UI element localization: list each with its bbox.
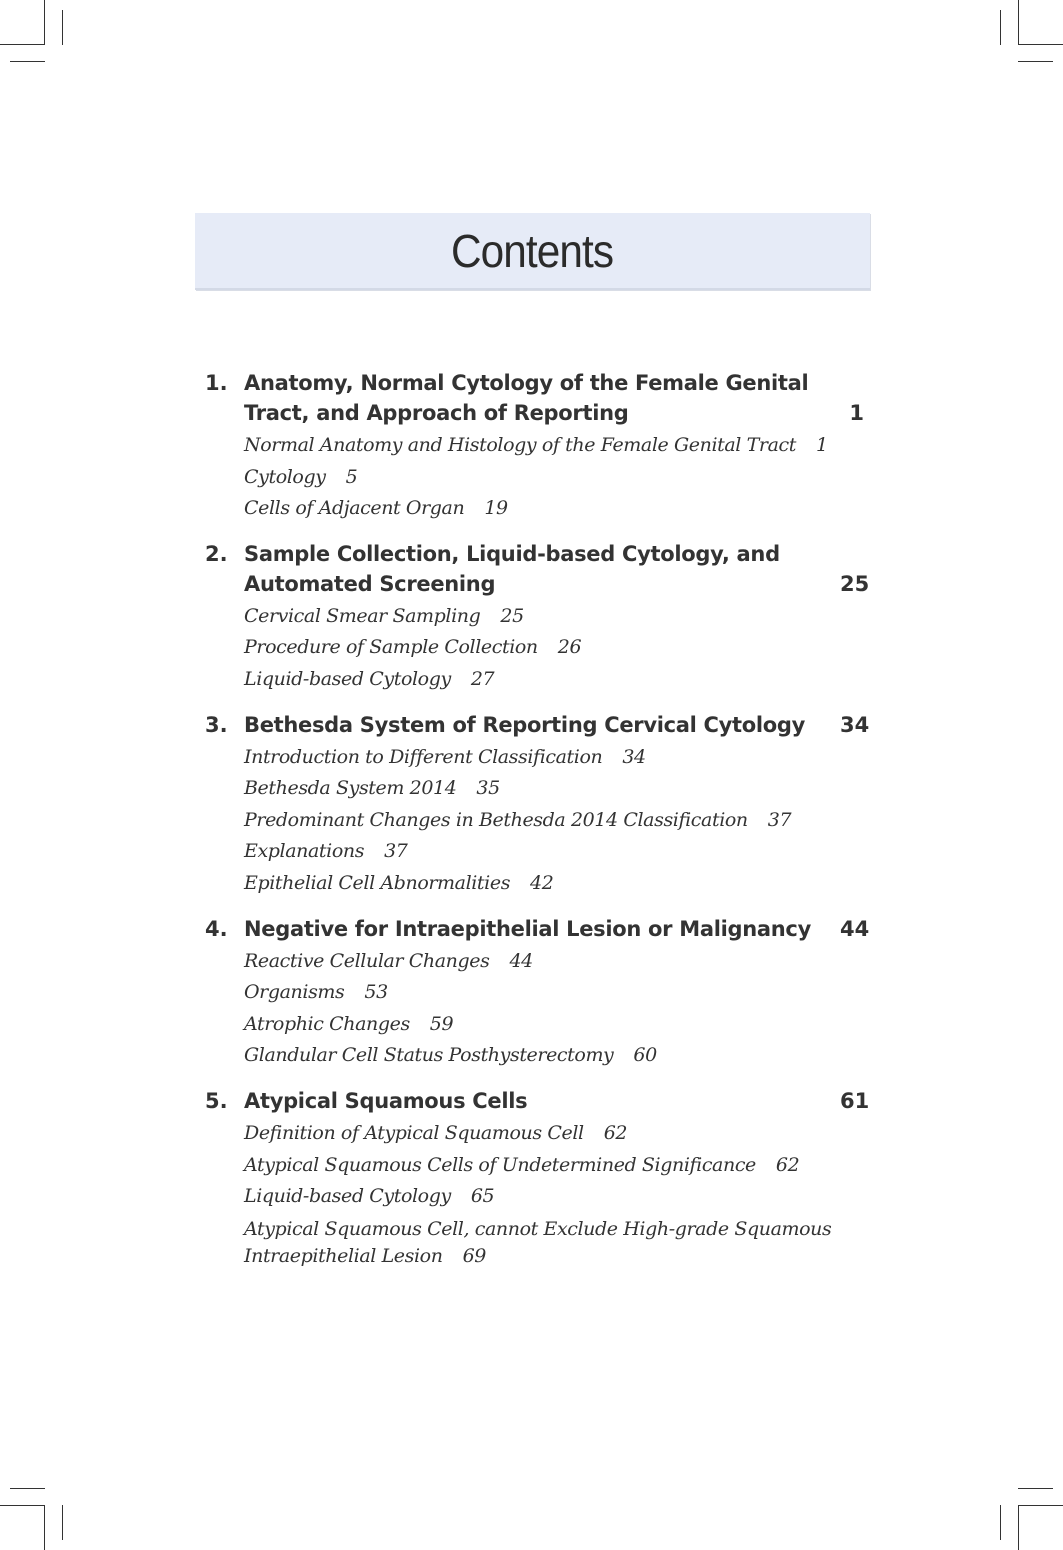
section-title: Explanations	[244, 840, 365, 863]
section-title: Definition of Atypical Squamous Cell	[244, 1121, 584, 1144]
section-title: Introduction to Different Classification	[244, 745, 603, 768]
section-entry[interactable]	[244, 601, 870, 633]
crop-mark	[1000, 10, 1001, 45]
crop-mark	[44, 0, 45, 45]
section-entry[interactable]	[244, 1009, 870, 1041]
chapter-title: Negative for Intraepithelial Lesion or Malignancy	[244, 916, 811, 941]
crop-mark	[1018, 1488, 1053, 1489]
section-title: Liquid-based Cytology	[244, 1185, 451, 1208]
section-title: Predominant Changes in Bethesda 2014 Classification	[244, 808, 748, 831]
section-entry[interactable]	[244, 868, 870, 900]
section-title: Reactive Cellular Changes	[244, 949, 490, 972]
crop-mark	[1018, 61, 1053, 62]
section-list	[244, 1118, 870, 1270]
section-title: Cytology	[244, 465, 326, 488]
chapter-title: Bethesda System of Reporting Cervical Cytology	[244, 712, 806, 737]
section-entry[interactable]	[244, 1181, 870, 1213]
chapter-heading[interactable]	[205, 368, 870, 428]
chapter-title: Sample Collection, Liquid-based Cytology, and Automated Screening	[244, 541, 780, 596]
section-entry[interactable]	[244, 430, 870, 462]
chapter-page-number: 61	[840, 1088, 870, 1113]
crop-mark	[0, 1505, 45, 1506]
page-title: Contents	[451, 224, 614, 277]
section-page-number: 37	[384, 840, 408, 863]
chapter-entry	[205, 539, 870, 696]
section-entry[interactable]	[244, 1150, 870, 1182]
section-entry[interactable]	[244, 946, 870, 978]
section-page-number: 26	[557, 636, 582, 659]
crop-mark	[62, 1505, 63, 1540]
crop-mark	[10, 61, 45, 62]
chapter-entry	[205, 368, 870, 525]
section-page-number: 60	[633, 1044, 657, 1067]
section-list	[244, 742, 870, 900]
section-entry[interactable]	[244, 1040, 870, 1072]
chapter-page-number: 44	[840, 916, 870, 941]
section-page-number: 44	[509, 949, 533, 972]
section-page-number: 35	[476, 777, 500, 800]
section-page-number: 19	[484, 497, 508, 520]
crop-mark	[1018, 1505, 1019, 1550]
chapter-number: 4.	[205, 916, 228, 941]
section-entry[interactable]	[244, 1213, 844, 1270]
crop-mark	[1018, 1505, 1063, 1506]
chapter-number: 3.	[205, 712, 228, 737]
section-title: Cervical Smear Sampling	[244, 604, 481, 627]
chapter-heading[interactable]	[205, 914, 870, 944]
section-page-number: 62	[603, 1121, 628, 1144]
section-title: Atypical Squamous Cell, cannot Exclude High-grade Squamous Intraepithelial Lesion	[244, 1217, 832, 1267]
section-page-number: 27	[470, 667, 495, 690]
section-entry[interactable]	[244, 493, 870, 525]
section-title: Epithelial Cell Abnormalities	[244, 871, 511, 894]
section-title: Atrophic Changes	[244, 1012, 410, 1035]
section-page-number: 69	[462, 1244, 486, 1267]
chapter-page-number: 25	[840, 571, 870, 596]
chapter-heading[interactable]	[205, 539, 870, 599]
crop-mark	[0, 44, 45, 45]
chapter-number: 5.	[205, 1088, 228, 1113]
crop-mark	[1018, 0, 1019, 45]
section-entry[interactable]	[244, 632, 870, 664]
crop-mark	[1018, 44, 1063, 45]
section-entry[interactable]	[244, 836, 870, 868]
section-entry[interactable]	[244, 977, 870, 1009]
section-title: Glandular Cell Status Posthysterectomy	[244, 1044, 614, 1067]
section-entry[interactable]	[244, 742, 870, 774]
section-page-number: 5	[345, 465, 358, 488]
section-page-number: 34	[622, 745, 646, 768]
crop-mark	[44, 1505, 45, 1550]
section-title: Organisms	[244, 981, 345, 1004]
chapter-number: 2.	[205, 541, 228, 566]
section-title: Normal Anatomy and Histology of the Female Genital Tract	[244, 434, 796, 456]
chapter-entry	[205, 914, 870, 1072]
section-title: Cells of Adjacent Organ	[244, 497, 465, 520]
chapter-heading[interactable]	[205, 710, 870, 740]
section-title: Liquid-based Cytology	[244, 667, 451, 690]
chapter-number: 1.	[205, 371, 228, 395]
section-page-number: 37	[767, 808, 792, 831]
section-title: Bethesda System 2014	[244, 777, 457, 800]
crop-mark	[10, 1488, 45, 1489]
table-of-contents	[205, 368, 870, 1284]
section-page-number: 25	[500, 604, 524, 627]
chapter-title: Atypical Squamous Cells	[244, 1088, 528, 1113]
section-list	[244, 601, 870, 696]
section-entry[interactable]	[244, 1118, 870, 1150]
section-page-number: 1	[815, 434, 828, 456]
section-page-number: 53	[364, 981, 388, 1004]
chapter-title: Anatomy, Normal Cytology of the Female Genital Tract, and Approach of Reporting	[244, 371, 809, 425]
chapter-page-number: 34	[840, 712, 870, 737]
chapter-entry	[205, 1086, 870, 1270]
chapter-page-number: 1	[849, 401, 864, 425]
section-page-number: 42	[530, 871, 554, 894]
section-page-number: 62	[775, 1153, 800, 1176]
crop-mark	[62, 10, 63, 45]
section-page-number: 59	[429, 1012, 454, 1035]
section-list	[244, 946, 870, 1072]
chapter-entry	[205, 710, 870, 900]
section-list	[244, 430, 870, 525]
section-title: Atypical Squamous Cells of Undetermined Significance	[244, 1153, 756, 1176]
chapter-heading[interactable]	[205, 1086, 870, 1116]
section-page-number: 65	[470, 1185, 495, 1208]
title-band	[195, 213, 870, 290]
section-title: Procedure of Sample Collection	[244, 636, 538, 659]
section-entry[interactable]	[244, 462, 870, 494]
crop-mark	[1000, 1505, 1001, 1540]
section-entry[interactable]	[244, 773, 870, 805]
section-entry[interactable]	[244, 805, 870, 837]
section-entry[interactable]	[244, 664, 870, 696]
